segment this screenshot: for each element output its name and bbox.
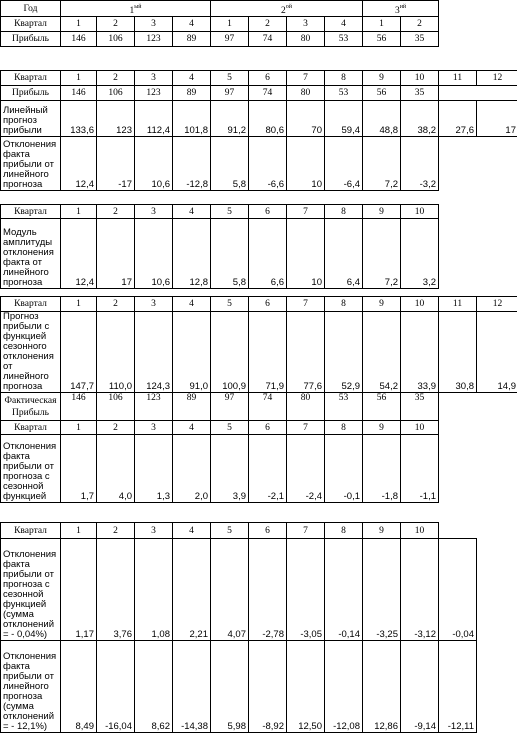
cell: 8 bbox=[325, 523, 363, 539]
seasonal-forecast-table bbox=[0, 296, 517, 503]
cell: 59,4 bbox=[325, 101, 363, 137]
cell: 7 bbox=[287, 205, 325, 219]
cell: 80,6 bbox=[249, 101, 287, 137]
year-header: Год bbox=[1, 1, 61, 17]
cell: 5 bbox=[211, 421, 249, 435]
cell: 91,0 bbox=[173, 312, 211, 393]
seasonal-deviation-sum-row bbox=[1, 539, 517, 641]
amplitude-table bbox=[0, 204, 517, 289]
seasonal-deviation-sum-label: Отклонения факта прибыли от прогноза с сезонной функцией (сумма отклонений = - 0,04%) bbox=[1, 539, 61, 641]
cell: 2 bbox=[401, 17, 439, 32]
cell: 1 bbox=[363, 17, 401, 32]
cell: 89 bbox=[173, 86, 211, 101]
cell: 38,2 bbox=[401, 101, 439, 137]
cell: 53 bbox=[325, 32, 363, 47]
cell: 5 bbox=[211, 205, 249, 219]
cell: 106 bbox=[97, 32, 135, 47]
cell: 70 bbox=[287, 101, 325, 137]
cell: 8 bbox=[325, 205, 363, 219]
cell: 12 bbox=[477, 297, 517, 312]
cell: 112,4 bbox=[135, 101, 173, 137]
cell: 53 bbox=[325, 393, 363, 421]
cell: 6 bbox=[249, 205, 287, 219]
cell: -3,2 bbox=[401, 137, 439, 191]
linear-forecast-label: Линейный прогноз прибыли bbox=[1, 101, 61, 137]
quarter-row bbox=[1, 205, 517, 219]
cell: -2,1 bbox=[249, 435, 287, 503]
cell: 8 bbox=[325, 71, 363, 86]
cell: 9 bbox=[363, 421, 401, 435]
quarter-label: Квартал bbox=[1, 71, 61, 86]
cell: 56 bbox=[363, 393, 401, 421]
cell: 27,6 bbox=[439, 101, 477, 137]
cell: 10 bbox=[401, 205, 439, 219]
cell: 1,3 bbox=[135, 435, 173, 503]
profit-label: Прибыль bbox=[1, 86, 61, 101]
cell: 2 bbox=[97, 523, 135, 539]
cell: -8,92 bbox=[249, 641, 287, 733]
cell: -0,1 bbox=[325, 435, 363, 503]
linear-forecast-table bbox=[0, 70, 517, 191]
cell: 97 bbox=[211, 32, 249, 47]
cell: 2 bbox=[249, 17, 287, 32]
cell: 4 bbox=[325, 17, 363, 32]
cell: 1 bbox=[61, 523, 97, 539]
amplitude-row bbox=[1, 219, 517, 289]
cell: 4 bbox=[173, 297, 211, 312]
cell: 146 bbox=[61, 393, 97, 421]
profit-row bbox=[1, 32, 517, 47]
year-3: $3^{ий}$ bbox=[363, 1, 439, 17]
cell: 106 bbox=[97, 393, 135, 421]
cell: -17 bbox=[97, 137, 135, 191]
linear-deviation-sum-row bbox=[1, 641, 517, 733]
cell: 97 bbox=[211, 86, 249, 101]
cell: 3 bbox=[135, 71, 173, 86]
cell: 12 bbox=[477, 71, 517, 86]
cell: -2,4 bbox=[287, 435, 325, 503]
cell: 11 bbox=[439, 297, 477, 312]
cell: 5 bbox=[211, 523, 249, 539]
year-2: $2^{ой}$ bbox=[211, 1, 363, 17]
cell: 9 bbox=[363, 205, 401, 219]
cell: 133,6 bbox=[61, 101, 97, 137]
quarter-row bbox=[1, 297, 517, 312]
cell: 7,2 bbox=[363, 137, 401, 191]
seasonal-deviation-label: Отклонения факта прибыли от прогноза с сезонной функцией bbox=[1, 435, 61, 503]
cell: 35 bbox=[401, 32, 439, 47]
cell: -3,12 bbox=[401, 539, 439, 641]
linear-deviation-label: Отклонения факта прибыли от линейного прогноза bbox=[1, 137, 61, 191]
cell: -3,25 bbox=[363, 539, 401, 641]
cell: 10,6 bbox=[135, 219, 173, 289]
cell: 1 bbox=[61, 17, 97, 32]
cell: -6,4 bbox=[325, 137, 363, 191]
cell: 4,0 bbox=[97, 435, 135, 503]
seasonal-forecast-label: Прогноз прибыли с функцией сезонного отклонения от линейного прогноза bbox=[1, 312, 61, 393]
cell: 123 bbox=[135, 393, 173, 421]
cell: -2,78 bbox=[249, 539, 287, 641]
quarter-label: Квартал bbox=[1, 523, 61, 539]
cell: 106 bbox=[97, 86, 135, 101]
cell: 4,07 bbox=[211, 539, 249, 641]
cell: -1,1 bbox=[401, 435, 439, 503]
cell: 7 bbox=[287, 523, 325, 539]
amplitude-label: Модуль амплитуды отклонения факта от линейного прогноза bbox=[1, 219, 61, 289]
cell: 35 bbox=[401, 86, 439, 101]
cell: 8 bbox=[325, 421, 363, 435]
cell: 17 bbox=[97, 219, 135, 289]
cell: 10 bbox=[401, 523, 439, 539]
cell: 33,9 bbox=[401, 312, 439, 393]
cell: 3 bbox=[135, 17, 173, 32]
cell: 3 bbox=[135, 421, 173, 435]
cell: 2 bbox=[97, 71, 135, 86]
cell: 89 bbox=[173, 32, 211, 47]
cell: 97 bbox=[211, 393, 249, 421]
cell: 9 bbox=[363, 71, 401, 86]
cell: 3,76 bbox=[97, 539, 135, 641]
cell: 110,0 bbox=[97, 312, 135, 393]
cell: 10 bbox=[287, 137, 325, 191]
quarter-row bbox=[1, 523, 517, 539]
cell: 7,2 bbox=[363, 219, 401, 289]
cell: -3,05 bbox=[287, 539, 325, 641]
cell: 5,8 bbox=[211, 137, 249, 191]
cell: 1 bbox=[61, 71, 97, 86]
cell: 2 bbox=[97, 205, 135, 219]
cell: 6 bbox=[249, 297, 287, 312]
cell: 8,62 bbox=[135, 641, 173, 733]
linear-deviation-sum-label: Отклонения факта прибыли от линейного прогноза (сумма отклонений = - 12,1%) bbox=[1, 641, 61, 733]
cell: 53 bbox=[325, 86, 363, 101]
cell: 80 bbox=[287, 393, 325, 421]
linear-forecast-row bbox=[1, 101, 517, 137]
cell: 9 bbox=[363, 523, 401, 539]
cell: 48,8 bbox=[363, 101, 401, 137]
linear-sum-cell: -12,11 bbox=[439, 641, 477, 733]
cell: 9 bbox=[363, 297, 401, 312]
seasonal-sum-cell: -0,04 bbox=[439, 539, 477, 641]
cell: -1,8 bbox=[363, 435, 401, 503]
cell: 146 bbox=[61, 32, 97, 47]
cell: 12,50 bbox=[287, 641, 325, 733]
cell: 10 bbox=[401, 71, 439, 86]
cell: 10 bbox=[401, 421, 439, 435]
cell: 74 bbox=[249, 32, 287, 47]
cell: 123 bbox=[135, 32, 173, 47]
cell: -0,14 bbox=[325, 539, 363, 641]
cell: 3 bbox=[135, 523, 173, 539]
cell: 80 bbox=[287, 32, 325, 47]
cell: 2 bbox=[97, 17, 135, 32]
cell: 6 bbox=[249, 71, 287, 86]
cell: 6,4 bbox=[325, 219, 363, 289]
cell: 74 bbox=[249, 86, 287, 101]
cell: 5,8 bbox=[211, 219, 249, 289]
cell: 12,4 bbox=[61, 137, 97, 191]
cell: 5,98 bbox=[211, 641, 249, 733]
cell: -6,6 bbox=[249, 137, 287, 191]
cell: 11 bbox=[439, 71, 477, 86]
cell: 74 bbox=[249, 393, 287, 421]
cell: 1 bbox=[61, 297, 97, 312]
cell: 2,0 bbox=[173, 435, 211, 503]
cell: 8 bbox=[325, 297, 363, 312]
cell: 12,4 bbox=[61, 219, 97, 289]
cell: 1 bbox=[61, 205, 97, 219]
cell: 3,9 bbox=[211, 435, 249, 503]
cell: 1,17 bbox=[61, 539, 97, 641]
cell: 1 bbox=[211, 17, 249, 32]
cell: 3 bbox=[135, 297, 173, 312]
fact-profit-label: Фактическая Прибыль bbox=[1, 393, 61, 421]
cell: 5 bbox=[211, 297, 249, 312]
cell: 147,7 bbox=[61, 312, 97, 393]
cell: 123 bbox=[97, 101, 135, 137]
cell: 2 bbox=[97, 421, 135, 435]
seasonal-deviation-row bbox=[1, 435, 517, 503]
cell: -12,08 bbox=[325, 641, 363, 733]
profit-row bbox=[1, 86, 517, 101]
cell: 7 bbox=[287, 297, 325, 312]
cell: 2 bbox=[97, 297, 135, 312]
cell: 4 bbox=[173, 421, 211, 435]
cell: 3,2 bbox=[401, 219, 439, 289]
profit-label: Прибыль bbox=[1, 32, 61, 47]
cell: 4 bbox=[173, 523, 211, 539]
cell: 10 bbox=[287, 219, 325, 289]
quarter-label: Квартал bbox=[1, 421, 61, 435]
quarter-row bbox=[1, 421, 517, 435]
quarter-label: Квартал bbox=[1, 205, 61, 219]
cell: 100,9 bbox=[211, 312, 249, 393]
cell: 7 bbox=[287, 71, 325, 86]
linear-deviation-row bbox=[1, 137, 517, 191]
quarter-row bbox=[1, 71, 517, 86]
cell: 10 bbox=[401, 297, 439, 312]
cell: -16,04 bbox=[97, 641, 135, 733]
cell: 71,9 bbox=[249, 312, 287, 393]
profit-by-year-table bbox=[0, 0, 517, 47]
cell: 91,2 bbox=[211, 101, 249, 137]
cell: 54,2 bbox=[363, 312, 401, 393]
cell: 123 bbox=[135, 86, 173, 101]
cell: 30,8 bbox=[439, 312, 477, 393]
cell: 6,6 bbox=[249, 219, 287, 289]
cell: 89 bbox=[173, 393, 211, 421]
deviation-comparison-table bbox=[0, 522, 517, 733]
cell: -12,8 bbox=[173, 137, 211, 191]
cell: 6 bbox=[249, 523, 287, 539]
cell: 4 bbox=[173, 17, 211, 32]
cell: 12,8 bbox=[173, 219, 211, 289]
cell: -9,14 bbox=[401, 641, 439, 733]
cell: 146 bbox=[61, 86, 97, 101]
cell: 3 bbox=[287, 17, 325, 32]
cell: 10,6 bbox=[135, 137, 173, 191]
cell: 6 bbox=[249, 421, 287, 435]
cell: 12,86 bbox=[363, 641, 401, 733]
year-1: $1^{ый}$ bbox=[61, 1, 211, 17]
quarter-row bbox=[1, 17, 517, 32]
cell: 5 bbox=[211, 71, 249, 86]
cell: 101,8 bbox=[173, 101, 211, 137]
cell: 56 bbox=[363, 32, 401, 47]
cell: 4 bbox=[173, 205, 211, 219]
cell: 52,9 bbox=[325, 312, 363, 393]
cell: 2,21 bbox=[173, 539, 211, 641]
cell: 80 bbox=[287, 86, 325, 101]
seasonal-forecast-row bbox=[1, 312, 517, 393]
cell: 1,7 bbox=[61, 435, 97, 503]
fact-profit-row bbox=[1, 393, 517, 421]
cell: 124,3 bbox=[135, 312, 173, 393]
cell: 4 bbox=[173, 71, 211, 86]
cell: 3 bbox=[135, 205, 173, 219]
cell: 17 bbox=[477, 101, 517, 137]
cell: 7 bbox=[287, 421, 325, 435]
cell: 14,9 bbox=[477, 312, 517, 393]
cell: 77,6 bbox=[287, 312, 325, 393]
cell: 8,49 bbox=[61, 641, 97, 733]
cell: 1,08 bbox=[135, 539, 173, 641]
cell: 35 bbox=[401, 393, 439, 421]
cell: 56 bbox=[363, 86, 401, 101]
quarter-label: Квартал bbox=[1, 17, 61, 32]
quarter-label: Квартал bbox=[1, 297, 61, 312]
cell: -14,38 bbox=[173, 641, 211, 733]
cell: 1 bbox=[61, 421, 97, 435]
